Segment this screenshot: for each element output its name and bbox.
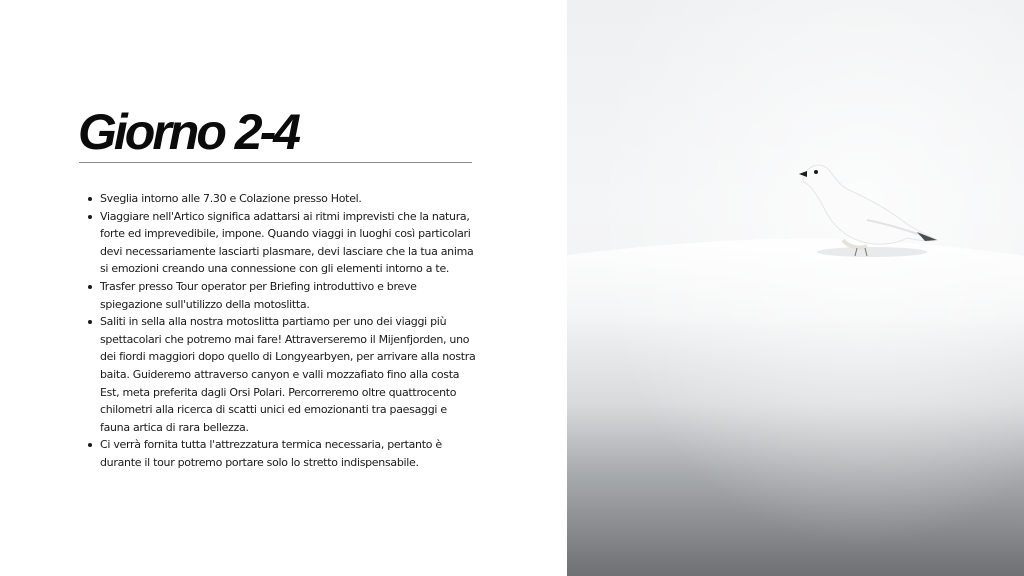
bullet-item: Saliti in sella alla nostra motoslitta partiamo per uno dei viaggi più spettacolari che potremo mai fare! Attraverseremo il Mijenfjorden, uno dei fiordi maggiori dopo quello di Longyearbyen, per arrivare alla nostra baita. Guideremo attraverso canyon e valli mozzafiato fino alla costa Est, meta preferita dagli Orsi Polari. Percorreremo oltre quattrocento chilometri alla ricerca di scatti unici ed emozionanti tra paesaggi e fauna artica di rara bellezza. [78,313,476,436]
bullet-item: Trasfer presso Tour operator per Briefing introduttivo e breve spiegazione sull'utilizzo della motoslitta. [78,278,476,313]
bullet-list [78,190,476,472]
slide-title: Giorno 2-4 [78,104,299,160]
title-divider [79,162,472,163]
ptarmigan-photo [567,0,1024,576]
bullet-item: Viaggiare nell'Artico significa adattarsi ai ritmi imprevisti che la natura, forte ed imprevedibile, impone. Quando viaggi in luoghi così particolari devi necessariamente lasciarti plasmare, devi lasciare che la tua anima si emozioni creando una connessione con gli elementi intorno a te. [78,208,476,278]
bullet-item: Sveglia intorno alle 7.30 e Colazione presso Hotel. [78,190,476,208]
bullet-item: Ci verrà fornita tutta l'attrezzatura termica necessaria, pertanto è durante il tour potremo portare solo lo stretto indispensabile. [78,436,476,471]
